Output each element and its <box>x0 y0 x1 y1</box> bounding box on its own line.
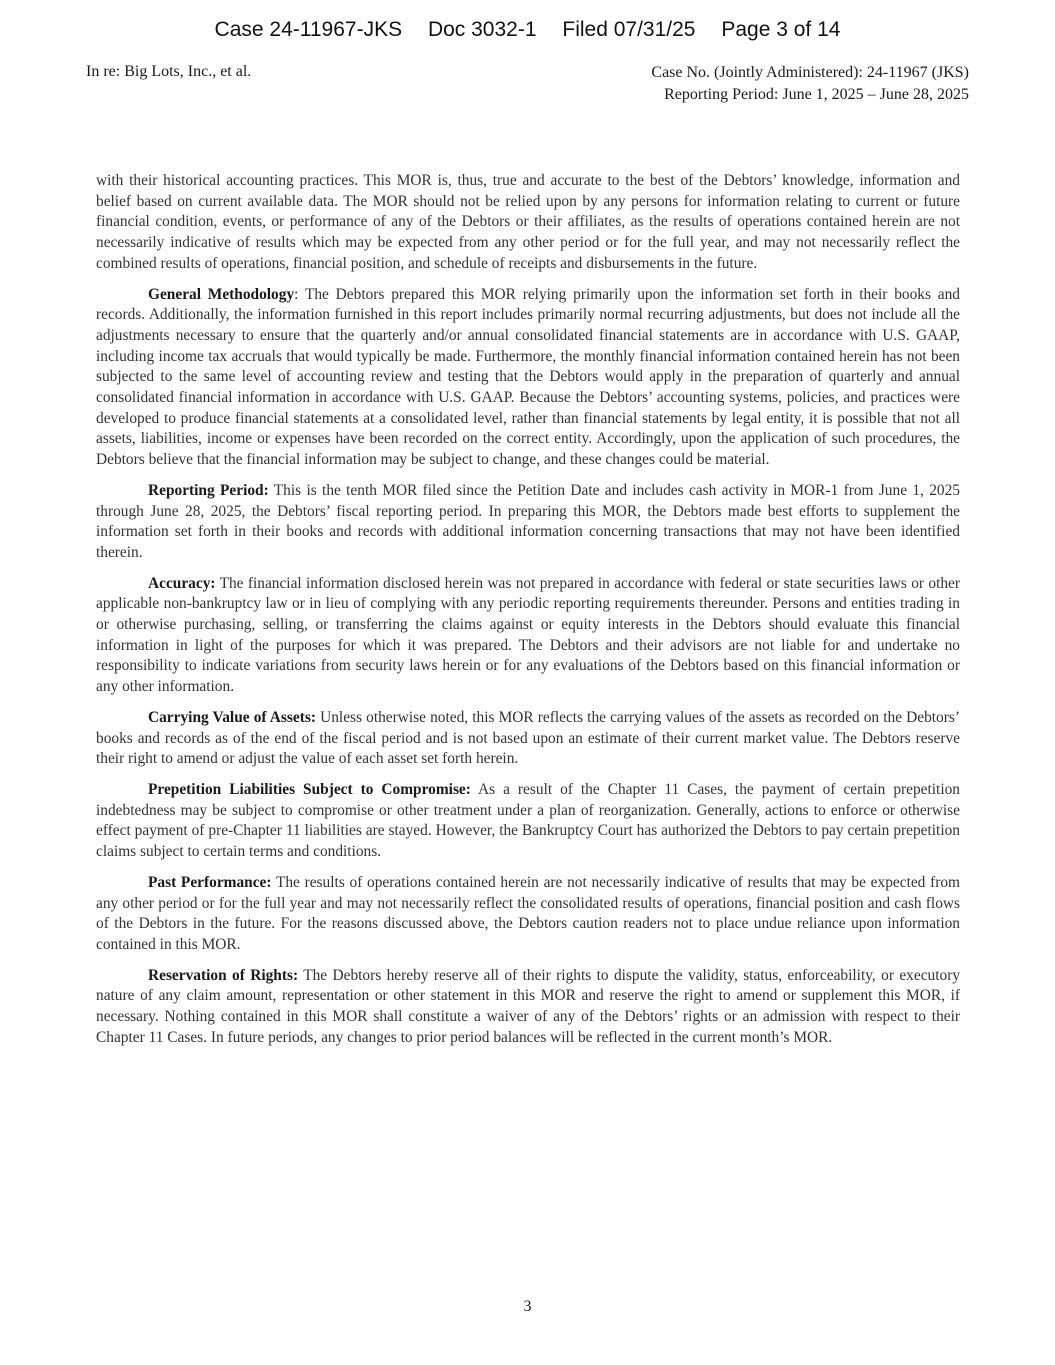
paragraph-accuracy <box>96 574 960 698</box>
paragraph-text: Unless otherwise noted, this MOR reflects the carrying values of the assets as recorded on the Debtors’ books and records as of the end of the fiscal period and is not based upon an estimate of their current market value. The Debtors reserve their right to amend or adjust the value of each asset set forth herein. <box>96 708 960 768</box>
paragraph-reporting-period <box>96 481 960 564</box>
paragraph-text: The financial information disclosed herein was not prepared in accordance with federal or state securities laws or other applicable non-bankruptcy law or in lieu of complying with any periodic reporting requirements thereunder. Persons and entities trading in or otherwise purchasing, selling, or transferring the claims against or equity interests in the Debtors should evaluate this financial information in light of the purposes for which it was prepared. The Debtors and their advisors are not liable for and undertake no responsibility to indicate variations from security laws herein or for any evaluations of the Debtors based on this financial information or any other information. <box>96 574 960 696</box>
case-info-block <box>651 62 969 106</box>
paragraph-heading: Carrying Value of Assets: <box>148 708 316 726</box>
court-filing-stamp <box>0 18 1055 42</box>
paragraph-heading: Prepetition Liabilities Subject to Compromise: <box>148 780 471 798</box>
page-number: 3 <box>523 1298 532 1315</box>
paragraph-text: with their historical accounting practices. This MOR is, thus, true and accurate to the best of the Debtors’ knowledge, information and belief based on current available data. The MOR should not be relied upon by any persons for information relating to current or future financial condition, events, or performance of any of the Debtors or their affiliates, as the results of operations contained herein are not necessarily indicative of results which may be expected from any other period or for the full year, and may not necessarily reflect the combined results of operations, financial position, and schedule of receipts and disbursements in the future. <box>96 172 960 272</box>
paragraph-text: The Debtors hereby reserve all of their rights to dispute the validity, status, enforceability, or executory nature of any claim amount, representation or other statement in this MOR and reserve the right to amend or supplement this MOR, if necessary. Nothing contained in this MOR shall constitute a waiver of any of the Debtors’ rights or an admission with respect to their Chapter 11 Cases. In future periods, any changes to prior period balances will be reflected in the current month’s MOR. <box>96 966 961 1046</box>
paragraph-continuation <box>96 171 960 275</box>
paragraph-general-methodology <box>96 285 960 471</box>
paragraph-heading: Reservation of Rights: <box>148 966 299 984</box>
paragraph-heading: Reporting Period: <box>148 481 269 499</box>
paragraph-text: As a result of the Chapter 11 Cases, the payment of certain prepetition indebtedness may be subject to compromise or other treatment under a plan of reorganization. Generally, actions to enforce or otherwise effect payment of pre-Chapter 11 liabilities are stayed. However, the Bankruptcy Court has authorized the Debtors to pay certain prepetition claims subject to certain terms and conditions. <box>96 780 960 861</box>
case-no-line: Case No. (Jointly Administered): 24-11967 (JKS) <box>651 64 969 81</box>
paragraph-text: This is the tenth MOR filed since the Petition Date and includes cash activity in MOR-1 from June 1, 2025 through June 28, 2025, the Debtors’ fiscal reporting period. In preparing this MOR, the Debtors made best efforts to supplement the information set forth in their books and records with additional information concerning transactions that may not have been identified therein. <box>96 481 960 561</box>
page-count-stamp: Page 3 of 14 <box>721 18 841 41</box>
paragraph-heading: General Methodology <box>148 285 295 303</box>
doc-number-stamp: Doc 3032-1 <box>427 18 537 41</box>
paragraph-past-performance <box>96 873 960 956</box>
filed-date-stamp: Filed 07/31/25 <box>562 18 696 41</box>
case-number-stamp: Case 24-11967-JKS <box>214 18 403 41</box>
paragraph-prepetition-liabilities <box>96 780 960 863</box>
case-caption: In re: Big Lots, Inc., et al. <box>86 63 252 80</box>
paragraph-text: : The Debtors prepared this MOR relying primarily upon the information set forth in their books and records. Additionally, the information furnished in this report includes primarily normal recurring adjustments, but does not include all the adjustments necessary to ensure that the quarterly and/or annual consolidated financial statements are in accordance with U.S. GAAP, including income tax accruals that would typically be made. Furthermore, the monthly financial information contained herein has not been subjected to the same level of accounting review and testing that the Debtors would apply in the preparation of quarterly and annual consolidated financial information in accordance with U.S. GAAP. Because the Debtors’ accounting systems, policies, and practices were developed to produce financial statements at a consolidated level, rather than financial statements by legal entity, it is possible that not all assets, liabilities, income or expenses have been recorded on the correct entity. Accordingly, upon the application of such procedures, the Debtors believe that the financial information may be subject to change, and these changes could be material. <box>96 285 961 469</box>
document-body <box>96 171 960 1058</box>
paragraph-text: The results of operations contained herein are not necessarily indicative of results that may be expected from any other period or for the full year and may not necessarily reflect the consolidated results of operations, financial position and cash flows of the Debtors in the future. For the reasons discussed above, the Debtors caution readers not to place undue reliance upon information contained in this MOR. <box>96 873 961 953</box>
paragraph-carrying-value <box>96 708 960 770</box>
paragraph-heading: Accuracy: <box>148 574 216 592</box>
paragraph-reservation-of-rights <box>96 966 960 1049</box>
reporting-period-line: Reporting Period: June 1, 2025 – June 28, 2025 <box>664 86 969 103</box>
paragraph-heading: Past Performance: <box>148 873 272 891</box>
